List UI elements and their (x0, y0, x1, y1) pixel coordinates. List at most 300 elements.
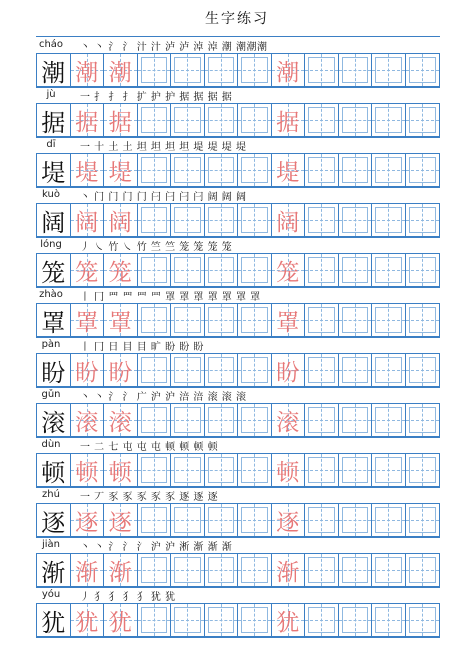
writing-cell[interactable] (372, 254, 406, 286)
trace-character: 笼 (75, 259, 99, 286)
stroke-order-text: 丨 冂 罒 罒 罒 罒 罩 罩 罩 罩 罩 罩 罩 (80, 292, 261, 303)
stroke-order-text: 丶 丶 氵 氵 汁 汁 泸 泸 淖 淖 潮 潮潮潮 (80, 42, 268, 53)
trace-character: 顿 (276, 459, 300, 486)
trace-cell[interactable] (71, 604, 105, 636)
inner-guide-box (241, 207, 268, 233)
writing-cell[interactable] (305, 54, 339, 86)
writing-cell[interactable] (171, 404, 205, 436)
writing-cell[interactable] (339, 204, 373, 236)
inner-guide-box (375, 557, 402, 583)
writing-cell[interactable] (138, 404, 172, 436)
writing-cell[interactable] (138, 104, 172, 136)
trace-cell[interactable] (104, 154, 138, 186)
inner-guide-box (141, 457, 168, 483)
stroke-order-line (36, 286, 440, 304)
writing-cell[interactable] (305, 304, 339, 336)
trace-character: 犹 (108, 609, 132, 636)
trace-character: 堤 (75, 159, 99, 186)
writing-cell[interactable] (372, 404, 406, 436)
inner-guide-box (342, 157, 369, 183)
inner-guide-box (409, 607, 437, 633)
practice-row (36, 236, 440, 286)
inner-guide-box (208, 107, 235, 133)
inner-guide-box (308, 207, 335, 233)
inner-guide-box (342, 457, 369, 483)
inner-guide-box (174, 507, 201, 533)
practice-row (36, 136, 440, 186)
trace-character: 逐 (276, 509, 300, 536)
writing-cell[interactable] (305, 454, 339, 486)
model-character-cell (37, 304, 71, 336)
inner-guide-box (141, 357, 168, 383)
writing-cell[interactable] (305, 254, 339, 286)
writing-cell[interactable] (205, 204, 239, 236)
inner-guide-box (409, 257, 437, 283)
inner-guide-box (308, 107, 335, 133)
model-character-cell (37, 404, 71, 436)
model-character-cell (37, 54, 71, 86)
writing-cell[interactable] (339, 354, 373, 386)
writing-grid (36, 453, 440, 488)
writing-cell[interactable] (305, 204, 339, 236)
stroke-order-text: 一 扌 扌 扌 扩 护 护 据 据 据 据 (80, 92, 233, 103)
inner-guide-box (409, 557, 437, 583)
writing-cell[interactable] (171, 104, 205, 136)
practice-row (36, 586, 440, 636)
writing-cell[interactable] (138, 454, 172, 486)
writing-cell[interactable] (406, 254, 440, 286)
inner-guide-box (174, 207, 201, 233)
inner-guide-box (308, 257, 335, 283)
trace-cell[interactable] (104, 54, 138, 86)
trace-character: 逐 (108, 509, 132, 536)
inner-guide-box (241, 607, 268, 633)
writing-cell[interactable] (339, 304, 373, 336)
model-character: 阔 (37, 204, 70, 236)
writing-cell[interactable] (238, 54, 272, 86)
trace-cell[interactable] (71, 54, 105, 86)
trace-character: 渐 (75, 559, 99, 586)
stroke-order-line (36, 36, 440, 54)
trace-cell[interactable] (104, 104, 138, 136)
writing-cell[interactable] (238, 204, 272, 236)
inner-guide-box (409, 407, 437, 433)
writing-cell[interactable] (171, 604, 205, 636)
writing-cell[interactable] (171, 354, 205, 386)
writing-cell[interactable] (238, 354, 272, 386)
model-character: 盼 (37, 354, 70, 386)
trace-cell[interactable] (272, 504, 306, 536)
writing-cell[interactable] (138, 504, 172, 536)
trace-cell[interactable] (104, 304, 138, 336)
writing-cell[interactable] (171, 454, 205, 486)
inner-guide-box (308, 557, 335, 583)
writing-cell[interactable] (205, 404, 239, 436)
inner-guide-box (174, 57, 201, 83)
inner-guide-box (208, 507, 235, 533)
inner-guide-box (342, 207, 369, 233)
inner-guide-box (141, 407, 168, 433)
writing-cell[interactable] (238, 504, 272, 536)
trace-cell[interactable] (272, 454, 306, 486)
model-character-cell (37, 554, 71, 586)
model-character-cell (37, 504, 71, 536)
writing-grid (36, 403, 440, 438)
inner-guide-box (375, 357, 402, 383)
writing-cell[interactable] (372, 204, 406, 236)
model-character: 逐 (37, 504, 70, 536)
stroke-order-text: 丨 冂 日 目 目 旷 盼 盼 盼 (80, 342, 204, 353)
writing-grid (36, 503, 440, 538)
trace-cell[interactable] (71, 204, 105, 236)
stroke-order-text: 一 二 七 屯 屯 屯 顿 顿 顿 顿 (80, 442, 219, 453)
writing-cell[interactable] (171, 204, 205, 236)
trace-character: 犹 (75, 609, 99, 636)
inner-guide-box (141, 207, 168, 233)
trace-character: 犹 (276, 609, 300, 636)
writing-cell[interactable] (372, 504, 406, 536)
writing-cell[interactable] (238, 254, 272, 286)
trace-cell[interactable] (104, 204, 138, 236)
writing-cell[interactable] (372, 454, 406, 486)
trace-cell[interactable] (272, 254, 306, 286)
stroke-order-text: 丿 犭 犭 犭 犭 犹 犹 (80, 592, 176, 603)
inner-guide-box (308, 507, 335, 533)
page-title: 生字练习 (205, 11, 269, 27)
writing-cell[interactable] (372, 104, 406, 136)
writing-cell[interactable] (238, 104, 272, 136)
writing-cell[interactable] (138, 54, 172, 86)
model-character: 潮 (37, 54, 70, 86)
writing-cell[interactable] (339, 554, 373, 586)
stroke-order-text: 丶 门 门 门 门 闩 闩 闩 闩 阔 阔 阔 (80, 192, 247, 203)
writing-grid (36, 53, 440, 88)
trace-character: 盼 (75, 359, 99, 386)
inner-guide-box (141, 557, 168, 583)
writing-cell[interactable] (238, 404, 272, 436)
stroke-order-line (36, 336, 440, 354)
trace-character: 笼 (108, 259, 132, 286)
writing-cell[interactable] (205, 454, 239, 486)
trace-cell[interactable] (104, 354, 138, 386)
pinyin-label: zhú (42, 489, 60, 500)
writing-cell[interactable] (171, 554, 205, 586)
writing-cell[interactable] (138, 204, 172, 236)
inner-guide-box (375, 507, 402, 533)
pinyin-label: jiàn (41, 539, 61, 550)
inner-guide-box (141, 107, 168, 133)
writing-grid (36, 103, 440, 138)
inner-guide-box (174, 457, 201, 483)
trace-cell[interactable] (104, 554, 138, 586)
trace-cell[interactable] (71, 254, 105, 286)
writing-cell[interactable] (406, 504, 440, 536)
inner-guide-box (375, 257, 402, 283)
writing-cell[interactable] (205, 604, 239, 636)
trace-cell[interactable] (71, 504, 105, 536)
model-character-cell (37, 354, 71, 386)
writing-cell[interactable] (406, 154, 440, 186)
writing-cell[interactable] (138, 304, 172, 336)
writing-cell[interactable] (171, 254, 205, 286)
trace-cell[interactable] (272, 54, 306, 86)
writing-cell[interactable] (406, 554, 440, 586)
writing-cell[interactable] (171, 504, 205, 536)
trace-cell[interactable] (272, 104, 306, 136)
writing-cell[interactable] (238, 604, 272, 636)
model-character: 犹 (37, 604, 70, 636)
trace-cell[interactable] (71, 154, 105, 186)
inner-guide-box (409, 307, 437, 333)
writing-cell[interactable] (305, 104, 339, 136)
writing-cell[interactable] (138, 254, 172, 286)
trace-cell[interactable] (104, 404, 138, 436)
writing-cell[interactable] (372, 604, 406, 636)
writing-cell[interactable] (406, 604, 440, 636)
pinyin-label: dī (46, 139, 56, 150)
stroke-order-line (36, 86, 440, 104)
trace-cell[interactable] (272, 404, 306, 436)
writing-cell[interactable] (138, 354, 172, 386)
stroke-order-line (36, 136, 440, 154)
inner-guide-box (174, 257, 201, 283)
inner-guide-box (308, 407, 335, 433)
trace-character: 罩 (276, 309, 300, 336)
inner-guide-box (375, 607, 402, 633)
stroke-order-text: 一 十 土 土 坦 坦 坦 坦 堤 堤 堤 堤 (80, 142, 247, 153)
trace-cell[interactable] (71, 454, 105, 486)
writing-cell[interactable] (339, 154, 373, 186)
trace-character: 阔 (108, 209, 132, 236)
practice-row (36, 286, 440, 336)
writing-cell[interactable] (205, 154, 239, 186)
writing-grid (36, 553, 440, 588)
writing-cell[interactable] (339, 54, 373, 86)
writing-cell[interactable] (238, 304, 272, 336)
stroke-order-line (36, 236, 440, 254)
writing-cell[interactable] (406, 104, 440, 136)
trace-character: 阔 (75, 209, 99, 236)
writing-cell[interactable] (406, 404, 440, 436)
writing-cell[interactable] (339, 504, 373, 536)
trace-cell[interactable] (71, 354, 105, 386)
inner-guide-box (342, 557, 369, 583)
writing-cell[interactable] (372, 354, 406, 386)
writing-cell[interactable] (238, 554, 272, 586)
writing-cell[interactable] (406, 354, 440, 386)
writing-grid (36, 303, 440, 338)
inner-guide-box (174, 357, 201, 383)
inner-guide-box (241, 107, 268, 133)
trace-cell[interactable] (272, 604, 306, 636)
inner-guide-box (342, 307, 369, 333)
trace-cell[interactable] (104, 254, 138, 286)
writing-cell[interactable] (305, 554, 339, 586)
trace-character: 渐 (276, 559, 300, 586)
inner-guide-box (409, 57, 437, 83)
writing-cell[interactable] (205, 504, 239, 536)
writing-cell[interactable] (339, 254, 373, 286)
inner-guide-box (342, 107, 369, 133)
inner-guide-box (174, 157, 201, 183)
trace-cell[interactable] (272, 304, 306, 336)
model-character-cell (37, 454, 71, 486)
stroke-order-line (36, 436, 440, 454)
writing-cell[interactable] (406, 454, 440, 486)
trace-cell[interactable] (272, 204, 306, 236)
inner-guide-box (208, 257, 235, 283)
writing-cell[interactable] (406, 304, 440, 336)
inner-guide-box (308, 607, 335, 633)
writing-cell[interactable] (305, 504, 339, 536)
stroke-order-text: 丶 丶 氵 氵 氵 沪 沪 淅 渐 渐 渐 (80, 542, 233, 553)
trace-cell[interactable] (71, 404, 105, 436)
inner-guide-box (308, 307, 335, 333)
pinyin-label: cháo (38, 39, 64, 50)
writing-cell[interactable] (138, 554, 172, 586)
pinyin-label: lóng (40, 239, 62, 250)
trace-cell[interactable] (104, 604, 138, 636)
pinyin-label: kuò (42, 189, 60, 200)
inner-guide-box (208, 57, 235, 83)
writing-cell[interactable] (372, 54, 406, 86)
writing-cell[interactable] (406, 54, 440, 86)
practice-row (36, 436, 440, 486)
practice-row (36, 536, 440, 586)
inner-guide-box (141, 257, 168, 283)
inner-guide-box (409, 207, 437, 233)
inner-guide-box (208, 157, 235, 183)
inner-guide-box (141, 157, 168, 183)
writing-cell[interactable] (238, 154, 272, 186)
trace-cell[interactable] (71, 104, 105, 136)
writing-cell[interactable] (205, 304, 239, 336)
pinyin-label: dùn (41, 439, 61, 450)
inner-guide-box (342, 357, 369, 383)
model-character: 渐 (37, 554, 70, 586)
pinyin-label: gǔn (41, 389, 61, 400)
trace-cell[interactable] (71, 304, 105, 336)
trace-cell[interactable] (71, 554, 105, 586)
writing-cell[interactable] (305, 404, 339, 436)
model-character: 罩 (37, 304, 70, 336)
writing-cell[interactable] (138, 604, 172, 636)
practice-row (36, 36, 440, 86)
inner-guide-box (375, 107, 402, 133)
writing-cell[interactable] (339, 604, 373, 636)
inner-guide-box (409, 357, 437, 383)
inner-guide-box (342, 507, 369, 533)
trace-character: 罩 (75, 309, 99, 336)
writing-cell[interactable] (171, 304, 205, 336)
inner-guide-box (375, 57, 402, 83)
writing-cell[interactable] (138, 154, 172, 186)
writing-cell[interactable] (205, 254, 239, 286)
writing-cell[interactable] (171, 154, 205, 186)
inner-guide-box (208, 407, 235, 433)
stroke-order-text: 丿 ㇏ 竹 ㇏ 竹 竺 竺 笼 笼 笼 笼 (80, 242, 233, 253)
stroke-order-line (36, 386, 440, 404)
writing-cell[interactable] (372, 554, 406, 586)
inner-guide-box (174, 107, 201, 133)
trace-cell[interactable] (104, 454, 138, 486)
model-character: 据 (37, 104, 70, 136)
stroke-order-text: 丶 丶 氵 氵 广 沪 沪 涪 涪 滚 滚 滚 (80, 392, 247, 403)
trace-cell[interactable] (272, 354, 306, 386)
inner-guide-box (375, 457, 402, 483)
inner-guide-box (409, 157, 437, 183)
trace-character: 罩 (108, 309, 132, 336)
writing-cell[interactable] (339, 454, 373, 486)
writing-cell[interactable] (339, 104, 373, 136)
trace-character: 据 (108, 109, 132, 136)
model-character-cell (37, 254, 71, 286)
writing-cell[interactable] (339, 404, 373, 436)
practice-row (36, 186, 440, 236)
writing-cell[interactable] (305, 354, 339, 386)
model-character: 笼 (37, 254, 70, 286)
writing-cell[interactable] (205, 54, 239, 86)
writing-cell[interactable] (372, 154, 406, 186)
writing-cell[interactable] (171, 54, 205, 86)
practice-sheet (36, 36, 440, 636)
writing-cell[interactable] (305, 154, 339, 186)
practice-row (36, 486, 440, 536)
inner-guide-box (308, 457, 335, 483)
inner-guide-box (208, 457, 235, 483)
inner-guide-box (141, 307, 168, 333)
writing-grid (36, 153, 440, 188)
inner-guide-box (208, 207, 235, 233)
model-character: 滚 (37, 404, 70, 436)
inner-guide-box (174, 407, 201, 433)
trace-character: 顿 (75, 459, 99, 486)
trace-cell[interactable] (272, 554, 306, 586)
stroke-order-line (36, 486, 440, 504)
pinyin-label: yóu (41, 589, 61, 600)
trace-cell[interactable] (272, 154, 306, 186)
writing-grid (36, 253, 440, 288)
practice-row (36, 386, 440, 436)
model-character-cell (37, 154, 71, 186)
writing-cell[interactable] (372, 304, 406, 336)
trace-cell[interactable] (104, 504, 138, 536)
writing-cell[interactable] (205, 354, 239, 386)
model-character: 堤 (37, 154, 70, 186)
inner-guide-box (308, 157, 335, 183)
writing-cell[interactable] (205, 104, 239, 136)
writing-cell[interactable] (406, 204, 440, 236)
trace-character: 逐 (75, 509, 99, 536)
trace-character: 滚 (75, 409, 99, 436)
inner-guide-box (241, 57, 268, 83)
writing-grid (36, 203, 440, 238)
inner-guide-box (375, 407, 402, 433)
writing-cell[interactable] (305, 604, 339, 636)
inner-guide-box (208, 607, 235, 633)
inner-guide-box (174, 557, 201, 583)
inner-guide-box (241, 407, 268, 433)
stroke-order-line (36, 586, 440, 604)
practice-row (36, 86, 440, 136)
pinyin-label: zhào (39, 289, 63, 300)
inner-guide-box (241, 357, 268, 383)
inner-guide-box (342, 607, 369, 633)
writing-cell[interactable] (238, 454, 272, 486)
inner-guide-box (208, 557, 235, 583)
writing-cell[interactable] (205, 554, 239, 586)
inner-guide-box (141, 507, 168, 533)
